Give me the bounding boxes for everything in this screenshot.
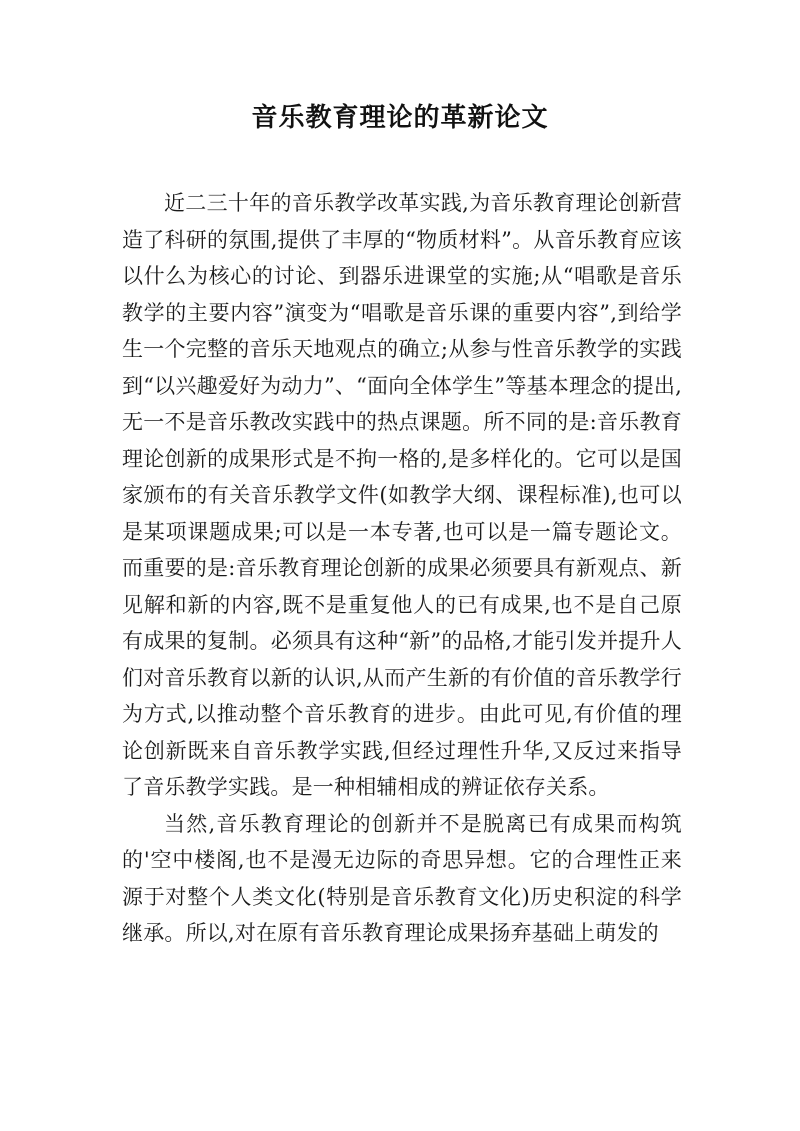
document-body — [122, 185, 682, 952]
paragraph: 当然,音乐教育理论的创新并不是脱离已有成果而构筑的'空中楼阁,也不是漫无边际的奇思异想。它的合理性正来源于对整个人类文化(特别是音乐教育文化)历史积淀的科学继承。所以,对在原有音乐教育理论成果扬弃基础上萌发的 — [122, 811, 682, 945]
document-title: 音乐教育理论的革新论文 — [251, 103, 549, 133]
paragraph: 近二三十年的音乐教学改革实践,为音乐教育理论创新营造了科研的氛围,提供了丰厚的“物质材料”。从音乐教育应该以什么为核心的讨论、到器乐进课堂的实施;从“唱歌是音乐教学的主要内容”演变为“唱歌是音乐课的重要内容”,到给学生一个完整的音乐天地观点的确立;从参与性音乐教学的实践到“以兴趣爱好为动力”、“面向全体学生”等基本理念的提出,无一不是音乐教改实践中的热点课题。所不同的是:音乐教育理论创新的成果形式是不拘一格的,是多样化的。它可以是国家颁布的有关音乐教学文件(如教学大纲、课程标准),也可以是某项课题成果;可以是一本专著,也可以是一篇专题论文。而重要的是:音乐教育理论创新的成果必须要具有新观点、新见解和新的内容,既不是重复他人的已有成果,也不是自己原有成果的复制。必须具有这种“新”的品格,才能引发并提升人们对音乐教育以新的认识,从而产生新的有价值的音乐教学行为方式,以推动整个音乐教育的进步。由此可见,有价值的理论创新既来自音乐教学实践,但经过理性升华,又反过来指导了音乐教学实践。是一种相辅相成的辨证依存关系。 — [122, 191, 682, 799]
